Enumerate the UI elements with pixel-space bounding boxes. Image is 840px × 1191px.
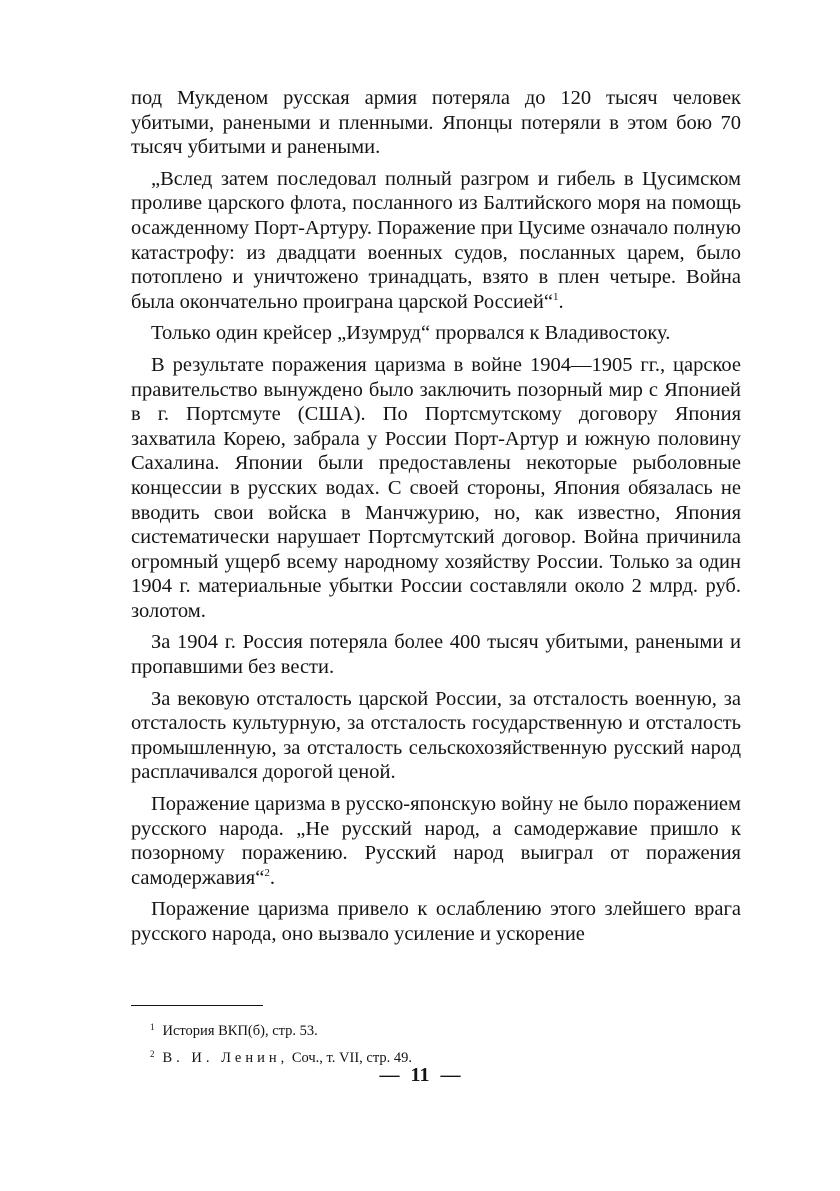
footnotes xyxy=(150,1016,710,1070)
footnote-divider xyxy=(131,1005,263,1006)
paragraph-8: Поражение царизма привело к ослаблению этого злейшего врага русского народа, оно вызвало усиление и ускорение xyxy=(131,898,741,945)
paragraph-1: под Мукденом русская армия потеряла до 120 тысяч человек убитыми, ранеными и пленными. Японцы потеряли в этом бою 70 тысяч убитыми и ранеными. xyxy=(131,87,741,159)
paragraph-6: За вековую отсталость царской России, за отсталость военную, за отсталость культурную, за отсталость государственную и отсталость промышленную, за отсталость сельскохозяйственную русский народ расплачивался дорогой ценой. xyxy=(131,687,741,784)
footnote-ref-2: 2 xyxy=(264,866,270,879)
footnote-mark: 1 xyxy=(150,1022,155,1032)
paragraph-5: За 1904 г. Россия потеряла более 400 тысяч убитыми, ранеными и пропавшими без вести. xyxy=(131,631,741,679)
paragraph-4: В результате поражения царизма в войне 1904—1905 гг., царское правительство вынуждено было заключить позорный мир с Японией в г. Портсмуте (США). По Портсмутскому договору Япония захватила Корею, забрала у России Порт-Артур и южную половину Сахалина. Японии были предоставлены некоторые рыболовные концессии в русских водах. С своей стороны, Япония обязалась не вводить свои войска в Манчжурию, но, как известно, Япония систематически нарушает Портсмутский договор. Война причинила огромный ущерб всему народному хозяйству России. Только за один 1904 г. материальные убытки России составляли около 2 млрд. руб. золотом. xyxy=(131,353,741,622)
footnote-ref-1: 1 xyxy=(552,290,559,303)
body-text xyxy=(131,86,741,954)
footnote-author: В. И. Ленин, xyxy=(162,1050,289,1066)
page-number: — 11 — xyxy=(379,1064,461,1086)
paragraph-2: „Вслед затем последовал полный разгром и гибель в Цусимском проливе царского флота, посланного из Балтийского моря на помощь осажденному Порт-Артуру. Поражение при Цусиме означало полную катастрофу: из двадцати военных судов, посланных царем, было потоплено и уничтожено тринадцать, взято в плен четыре. Война была окончательно проиграна царской Россией“$^1$. xyxy=(131,167,741,313)
paragraph-7: Поражение царизма в русско-японскую войну не было поражением русского народа. „Не русский народ, а самодержавие пришло к позорному поражению. Русский народ выиграл от поражения самодержавия“$^2$. xyxy=(131,793,741,889)
footnote-1 xyxy=(150,1016,710,1043)
paragraph-3: Только один крейсер „Изумруд“ прорвался к Владивостоку. xyxy=(151,322,671,345)
footnote-mark: 2 xyxy=(150,1049,155,1059)
footnote-text: История ВКП(б), стр. 53. xyxy=(162,1023,318,1039)
footnote-text: Соч., т. VII, стр. 49. xyxy=(288,1050,413,1066)
